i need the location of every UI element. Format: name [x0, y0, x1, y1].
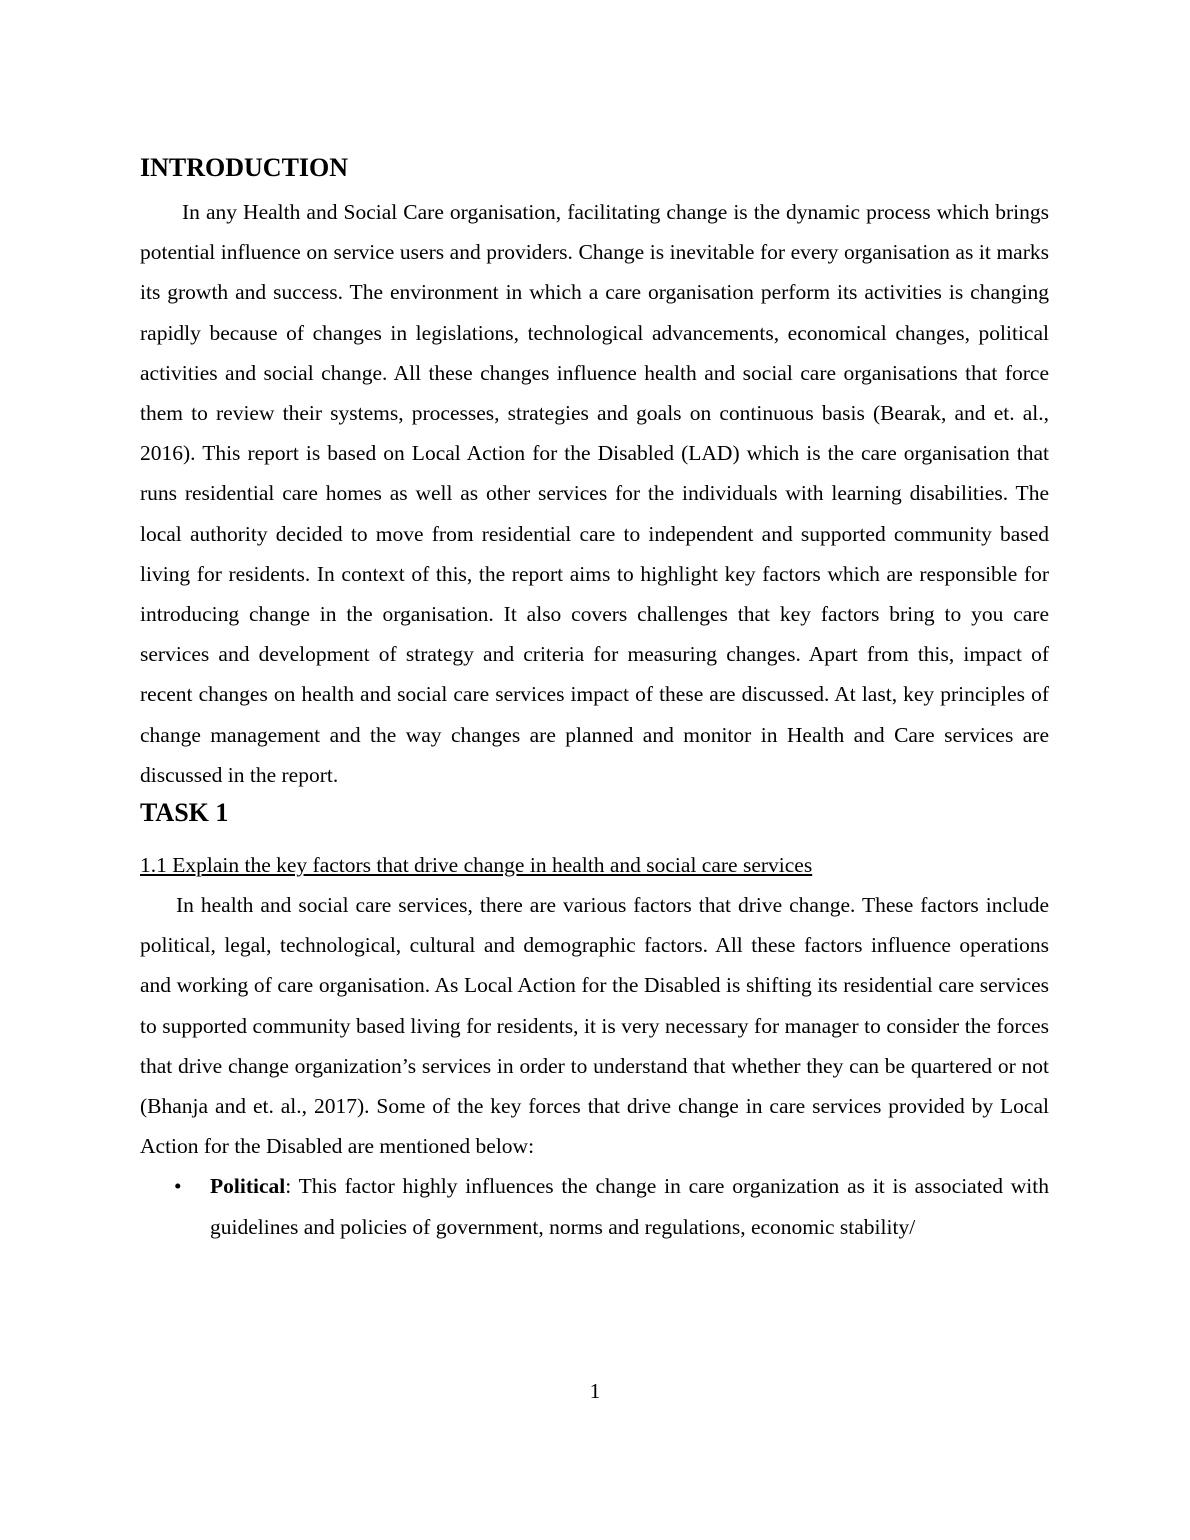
bullet-text: : This factor highly influences the change in care organization as it is associated with guidelines and policies of government, norms and regulations, economic stability/: [210, 1174, 1049, 1239]
task1-heading: TASK 1: [140, 798, 229, 828]
list-item: [140, 1166, 1049, 1246]
bullet-term: Political: [210, 1174, 286, 1199]
bullet-icon: •: [174, 1174, 182, 1199]
document-page: [140, 150, 1049, 1247]
factors-list: [140, 1166, 1049, 1246]
task1-paragraph: In health and social care services, there are various factors that drive change. These factors include political, legal, technological, cultural and demographic factors. All these factors influence operations and working of care organisation. As Local Action for the Disabled is shifting its residential care services to supported community based living for residents, it is very necessary for manager to consider the forces that drive change organization’s services in order to understand that whether they can be quartered or not (Bhanja and et. al., 2017). Some of the key forces that drive change in care services provided by Local Action for the Disabled are mentioned below:: [140, 893, 1049, 1159]
page-number: 1: [589, 1379, 601, 1403]
task1-subheading: 1.1 Explain the key factors that drive change in health and social care services: [140, 853, 813, 878]
introduction-paragraph: In any Health and Social Care organisation, facilitating change is the dynamic process which brings potential influence on service users and providers. Change is inevitable for every organisation as it marks its growth and success. The environment in which a care organisation perform its activities is changing rapidly because of changes in legislations, technological advancements, economical changes, political activities and social change. All these changes influence health and social care organisations that force them to review their systems, processes, strategies and goals on continuous basis (Bearak, and et. al., 2016). This report is based on Local Action for the Disabled (LAD) which is the care organisation that runs residential care homes as well as other services for the individuals with learning disabilities. The local authority decided to move from residential care to independent and supported community based living for residents. In context of this, the report aims to highlight key factors which are responsible for introducing change in the organisation. It also covers challenges that key factors bring to you care services and development of strategy and criteria for measuring changes. Apart from this, impact of recent changes on health and social care services impact of these are discussed. At last, key principles of change management and the way changes are planned and monitor in Health and Care services are discussed in the report.: [140, 200, 1049, 787]
introduction-heading: INTRODUCTION: [140, 153, 349, 182]
